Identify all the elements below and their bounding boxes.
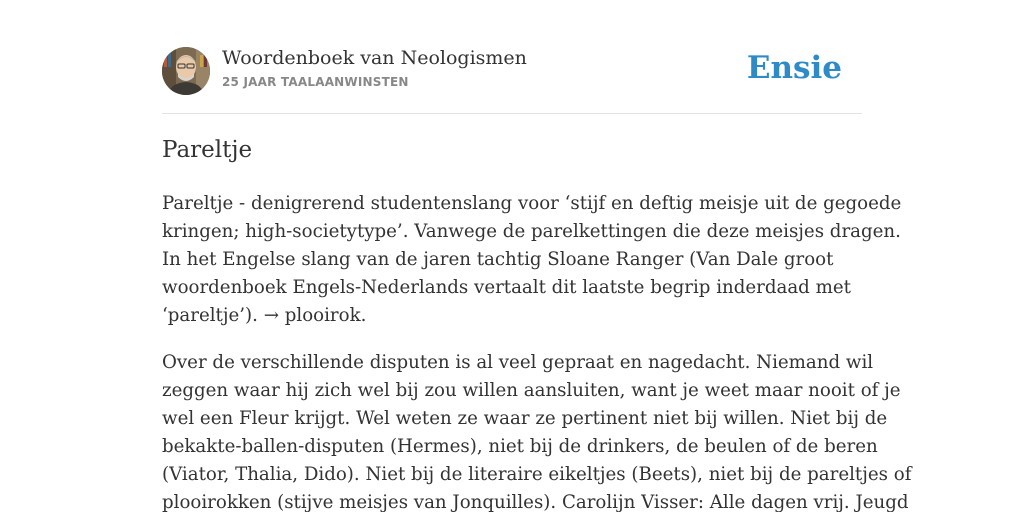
paragraph-line: In het Engelse slang van de jaren tachtig Sloane Ranger (Van Dale groot <box>162 249 834 270</box>
paragraph-line: wel een Fleur krijgt. Wel weten ze waar ze pertinent niet bij willen. Niet bij de <box>162 408 888 429</box>
site-title[interactable]: Woordenboek van Neologismen <box>222 47 527 69</box>
paragraph-line-last <box>162 302 867 330</box>
site-subtitle: 25 JAAR TAALAANWINSTEN <box>222 75 409 89</box>
entry-content <box>162 190 912 512</box>
paragraph-line: bekakte-ballen-disputen (Hermes), niet bij de drinkers, de beulen of de beren <box>162 436 878 457</box>
paragraph-line: kringen; high-societytype’. Vanwege de parelkettingen die deze meisjes dragen. <box>162 221 901 242</box>
paragraph-text: ‘pareltje’). <box>162 305 264 326</box>
brand-logo[interactable]: Ensie <box>746 50 842 86</box>
paragraph-line: woordenboek Engels-Nederlands vertaalt dit laatste begrip inderdaad met <box>162 277 851 298</box>
site-header <box>162 46 862 96</box>
paragraph-line: plooirokken (stijve meisjes van Jonquilles). Carolijn Visser: Alle dagen vrij. Jeugd <box>162 492 909 512</box>
author-portrait-icon <box>162 47 210 95</box>
cross-reference-link[interactable]: plooirok <box>284 305 361 326</box>
paragraph-line: Pareltje - denigrerend studentenslang voor ‘stijf en deftig meisje uit de gegoede <box>162 193 902 214</box>
paragraph-line: zeggen waar hij zich wel bij zou willen aansluiten, want je weet maar nooit of je <box>162 380 901 401</box>
quotation-paragraph <box>162 349 912 512</box>
header-divider <box>162 113 862 114</box>
definition-paragraph <box>162 190 902 330</box>
paragraph-line: Over de verschillende disputen is al veel gepraat en nagedacht. Niemand wil <box>162 352 874 373</box>
avatar[interactable] <box>162 47 210 95</box>
paragraph-line: (Viator, Thalia, Dido). Niet bij de literaire eikeltjes (Beets), niet bij de pareltjes of <box>162 464 912 485</box>
paragraph-text: . <box>360 305 367 326</box>
entry-title: Pareltje <box>162 137 253 163</box>
arrow-right-icon: → <box>263 305 279 326</box>
